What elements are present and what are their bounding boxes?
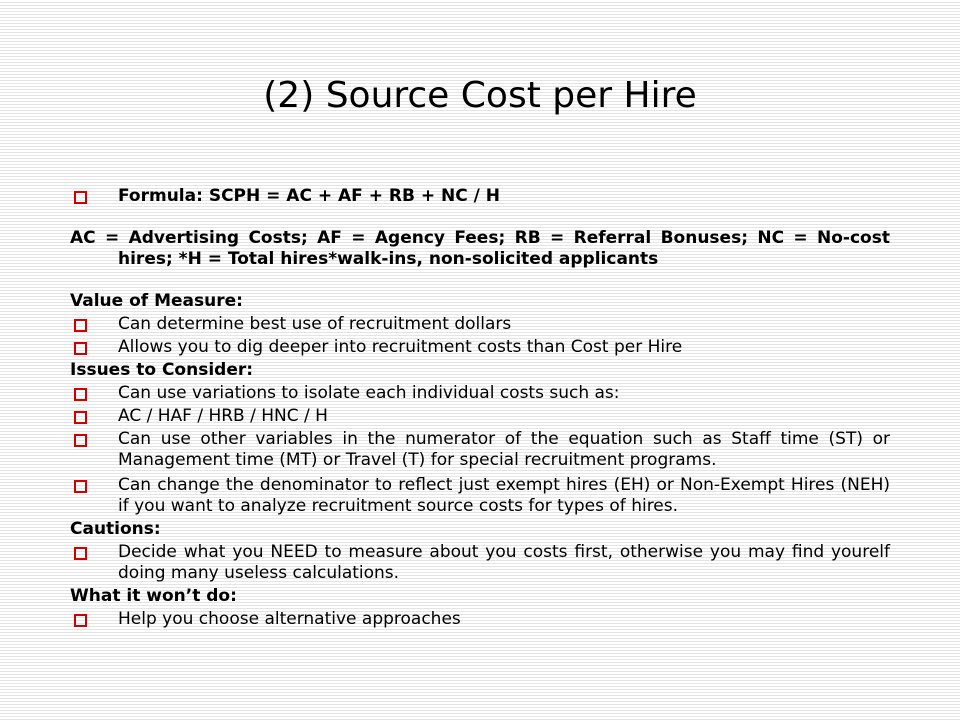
square-bullet-icon <box>74 480 87 493</box>
cautions-item-text: Decide what you NEED to measure about you costs first, otherwise you may find yourelf doing many useless calculations. <box>118 542 890 583</box>
issues-item-text: Can change the denominator to reflect just exempt hires (EH) or Non-Exempt Hires (NEH) if you want to analyze recruitment source costs for types of hires. <box>118 475 890 516</box>
issues-item <box>70 383 890 404</box>
square-bullet-icon <box>74 614 87 627</box>
value-item <box>70 314 890 335</box>
wont-do-heading: What it won’t do: <box>70 586 237 606</box>
square-bullet-icon <box>74 388 87 401</box>
issues-item-text: Can use other variables in the numerator of the equation such as Staff time (ST) or Management time (MT) or Travel (T) for special recruitment programs. <box>118 429 890 470</box>
slide-title: (2) Source Cost per Hire <box>263 75 697 116</box>
issues-item-text: AC / HAF / HRB / HNC / H <box>118 406 328 426</box>
value-item-text: Can determine best use of recruitment dollars <box>118 314 512 334</box>
value-item <box>70 337 890 358</box>
formula-text: Formula: SCPH = AC + AF + RB + NC / H <box>118 186 500 206</box>
issues-item-text: Can use variations to isolate each individual costs such as: <box>118 383 620 403</box>
issues-item <box>70 475 890 517</box>
wont-do-item <box>70 609 890 630</box>
issues-item <box>70 406 890 427</box>
value-item-text: Allows you to dig deeper into recruitment costs than Cost per Hire <box>118 337 683 357</box>
square-bullet-icon <box>74 547 87 560</box>
slide-content <box>70 186 890 630</box>
square-bullet-icon <box>74 434 87 447</box>
definitions-text: AC = Advertising Costs; AF = Agency Fees; RB = Referral Bonuses; NC = No-cost hires; *H = Total hires*walk-ins, non-solicited applicants <box>70 228 890 269</box>
issues-item <box>70 429 890 471</box>
value-heading: Value of Measure: <box>70 291 243 311</box>
square-bullet-icon <box>74 411 87 424</box>
square-bullet-icon <box>74 191 87 204</box>
issues-heading: Issues to Consider: <box>70 360 254 380</box>
wont-do-item-text: Help you choose alternative approaches <box>118 609 461 629</box>
square-bullet-icon <box>74 319 87 332</box>
square-bullet-icon <box>74 342 87 355</box>
formula-item <box>70 186 890 207</box>
cautions-item <box>70 542 890 584</box>
cautions-heading: Cautions: <box>70 519 161 539</box>
